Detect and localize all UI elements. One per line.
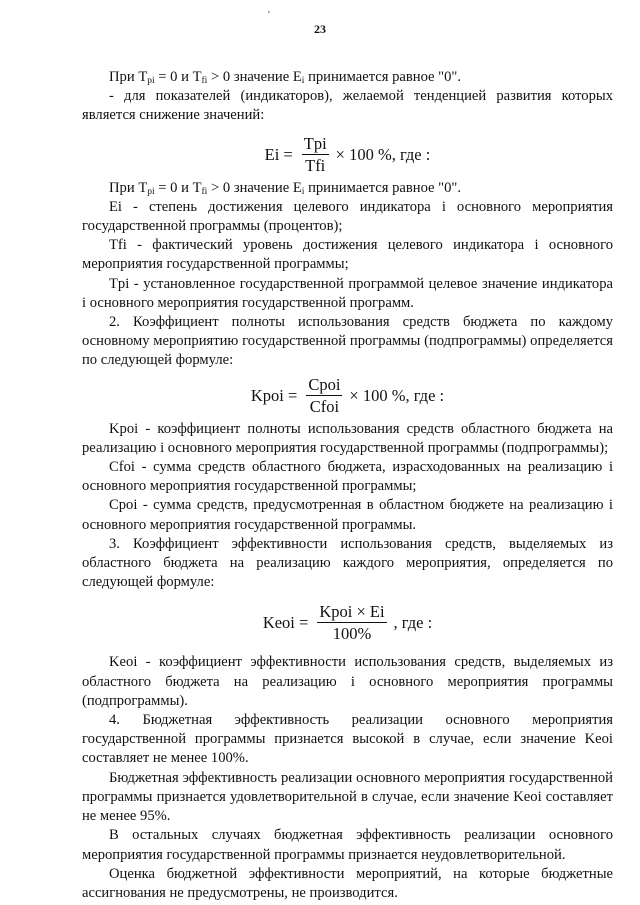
paragraph-2: 2. Коэффициент полноты использования средств бюджета по каждому основному мероприятию государственной программы (подпрограммы) определяется по следующей формуле: — [82, 314, 613, 369]
definition-kpoi: Kpoi - коэффициент полноты использования средств областного бюджета на реализацию i основного мероприятия государственной программы (подпрограммы); — [82, 420, 613, 456]
paragraph-not-assessed: Оценка бюджетной эффективности мероприятий, на которые бюджетные ассигнования не предусмотрены, не производится. — [82, 865, 613, 901]
paragraph-4: 4. Бюджетная эффективность реализации основного мероприятия государственной программы признается высокой в случае, если значение Keoi составляет не менее 100%. — [82, 712, 613, 767]
formula-ei: Ei = $\frac{\text{Tpi}}{\text{Tfi}}$ × 100 %, где : — [264, 133, 431, 175]
formula-kpoi: Kpoi = $\frac{\text{Cpoi}}{\text{Cfoi}}$ × 100 %, где : — [250, 374, 445, 416]
condition-line-2: При $T_{pi} = 0$ и $T_{fi} > 0$ значение $E_i$ принимается равное "0". — [109, 179, 462, 197]
paragraph-unsatisfactory: В остальных случаях бюджетная эффективность реализации основного мероприятия государственной программы признается неудовлетворительной. — [82, 827, 613, 863]
scan-mark: ' — [268, 10, 270, 21]
formula-keoi: Keoi = $\frac{\text{Kpoi × Ei}}{100\%}$ , где : — [262, 602, 433, 644]
definition-tpi: Tpi - установленное государственной программой целевое значение индикатора i основного мероприятия государственной программ. — [82, 275, 613, 311]
definition-cfoi: Cfoi - сумма средств областного бюджета, израсходованных на реализацию i основного мероприятия государственной программы; — [82, 459, 613, 495]
definition-keoi: Keoi - коэффициент эффективности использования средств, выделяемых из областного бюджета на реализацию i основного мероприятия программы (подпрограммы). — [82, 654, 613, 709]
paragraph-decrease: - для показателей (индикаторов), желаемой тенденцией развития которых является снижение значений: — [82, 88, 613, 124]
paragraph-satisfactory: Бюджетная эффективность реализации основного мероприятия государственной программы признается удовлетворительной в случае, если значение Keoi составляет не менее 95%. — [82, 769, 613, 825]
definition-cpoi: Cpoi - сумма средств, предусмотренная в областном бюджете на реализацию i основного мероприятия государственной программы. — [82, 497, 613, 533]
page-number: 23 — [314, 22, 326, 36]
condition-line-1: При $T_{pi} = 0$ и $T_{fi} > 0$ значение $E_i$ принимается равное "0". — [109, 69, 462, 86]
document-body — [82, 68, 613, 903]
definition-tfi: Tfi - фактический уровень достижения целевого индикатора i основного мероприятия государственной программы; — [82, 237, 613, 273]
paragraph-3: 3. Коэффициент эффективности использования средств, выделяемых из областного бюджета на реализацию каждого мероприятия, определяется по следующей формуле: — [82, 535, 613, 591]
definition-ei: Ei - степень достижения целевого индикатора i основного мероприятия государственной программы (процентов); — [82, 198, 613, 235]
